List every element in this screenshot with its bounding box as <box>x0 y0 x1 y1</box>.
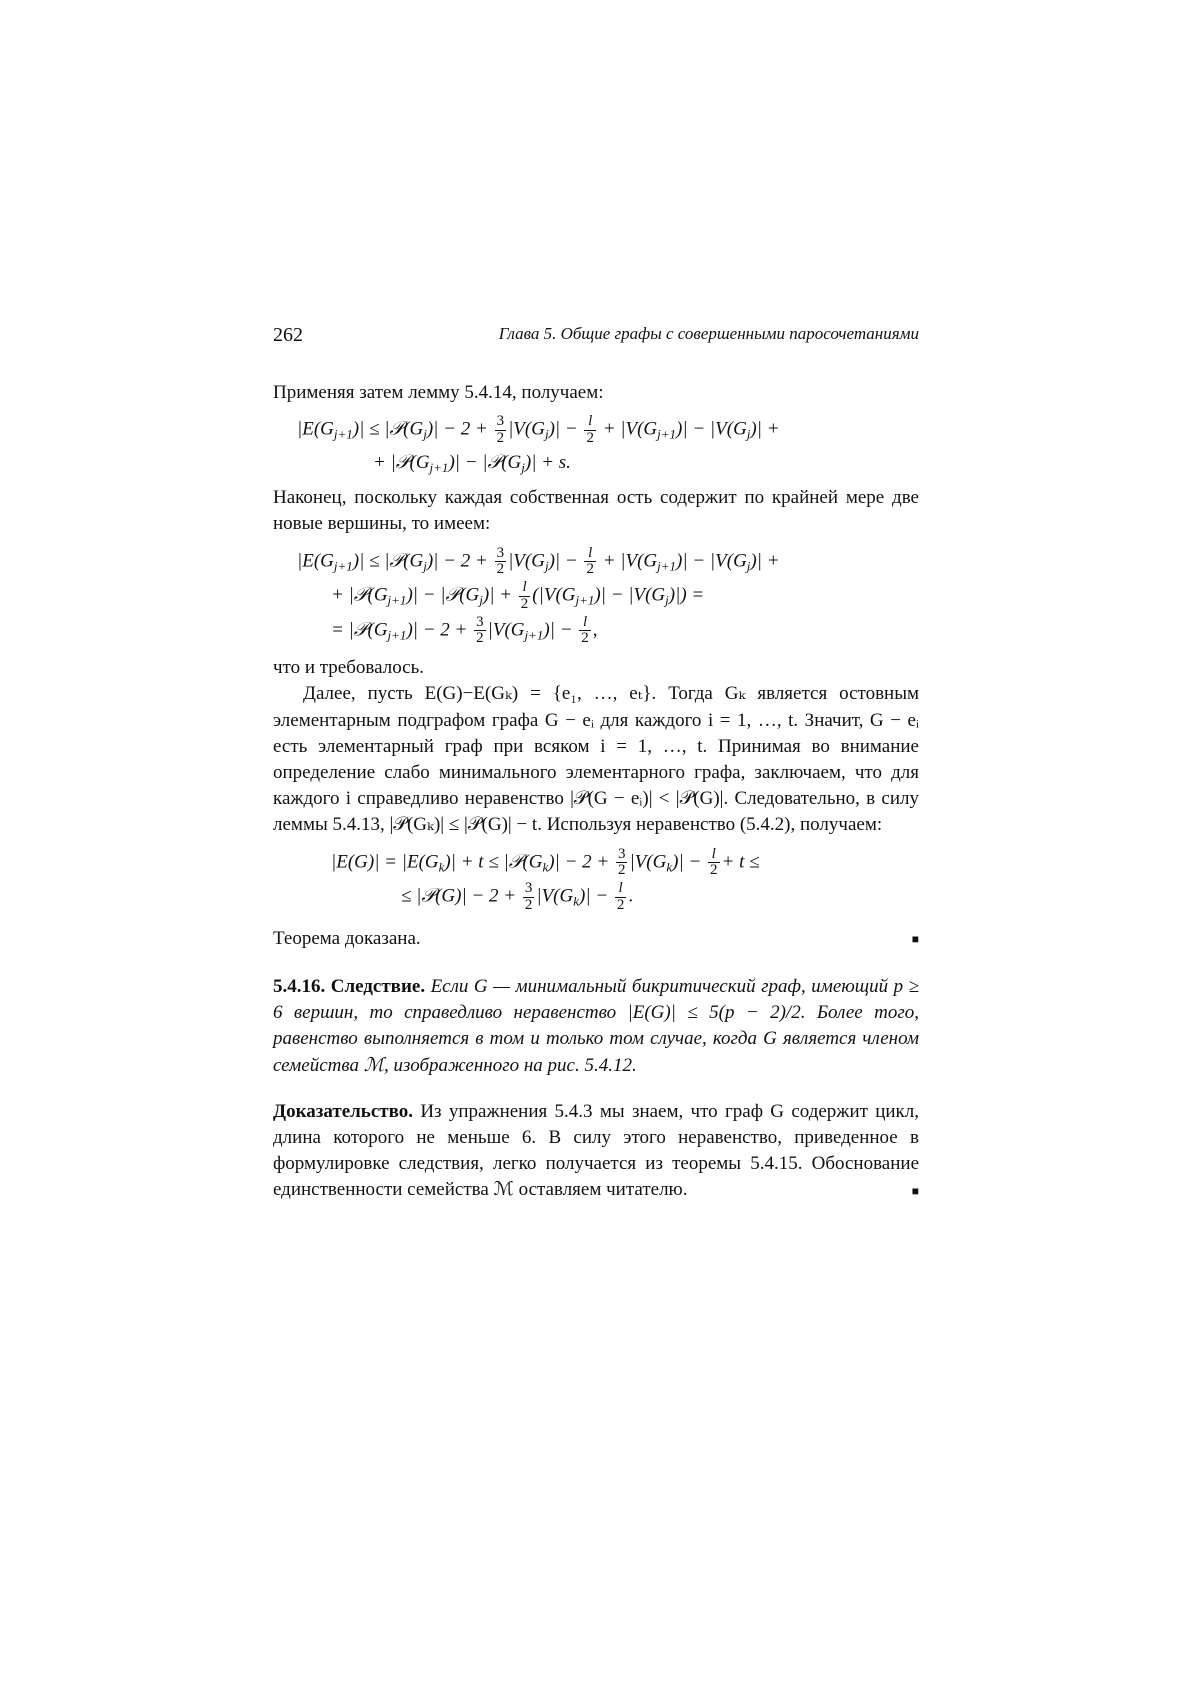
running-header <box>273 322 919 348</box>
fraction: $\frac{l}{2}$ <box>586 413 594 446</box>
paragraph-1: Применяя затем лемму 5.4.14, получаем: <box>273 382 604 403</box>
corollary-5-4-16 <box>273 974 919 1079</box>
paragraph-3: что и требовалось. <box>273 657 425 679</box>
qed-square-icon: ■ <box>911 931 919 946</box>
theorem-proved-text: Теорема доказана. <box>273 927 421 949</box>
qed-square-icon: ■ <box>911 1184 919 1199</box>
fraction: $\frac{l}{2}$ <box>586 544 594 578</box>
fraction: $\frac{l}{2}$ <box>616 880 625 913</box>
fraction: $\frac{3}{2}$ <box>524 880 533 913</box>
equation-2-line-2: + $|𝒫(G_{j+1})|$ − $|𝒫(G_j)|$ + $\frac{l}{2}$ $(|V(G_{j+1})| - |V(G_j)|)$ = <box>331 579 705 612</box>
fraction: $\frac{l}{2}$ <box>710 845 718 879</box>
corollary-title: 5.4.16. Следствие. <box>273 975 426 997</box>
equation-2 <box>273 546 919 648</box>
fraction: $\frac{3}{2}$ <box>476 613 484 647</box>
fraction: $\frac{3}{2}$ <box>617 845 626 879</box>
equation-1-line-2: + $|𝒫(G_{j+1})|$ − $|𝒫(G_j)| + s$. <box>373 451 571 475</box>
paragraph-4: Далее, пусть E(G)−E(Gₖ) = {e₁, …, eₜ}. Тогда Gₖ является остовным элементарным подграфом графа G − eᵢ для каждого i = 1, …, t. Значит, G − eᵢ есть элементарный граф при всяком i = 1, …, t. Принимая во внимание определение слабо минимального элементарного графа, заключаем, что для каждого i справедливо неравенство |𝒫(G − eᵢ)| < |𝒫(G)|. Следовательно, в силу леммы 5.4.13, |𝒫(Gₖ)| ≤ |𝒫(G)| − t. Используя неравенство (5.4.2), получаем: <box>273 683 919 836</box>
equation-1 <box>273 414 919 477</box>
proof-block <box>273 1099 919 1204</box>
equation-3-line-2: ≤ |𝒫(G)| − 2 + $\frac{3}{2}$ $|V(G_k)|$ − $\frac{l}{2}$ . <box>401 880 634 913</box>
page-number: 262 <box>273 324 303 346</box>
proof-text: Из упражнения 5.4.3 мы знаем, что граф G содержит цикл, длина которого не меньше 6. В силу этого неравенство, приведенное в формулировке следствия, легко получается из теоремы 5.4.15. Обоснование единственности семейства ℳ оставляем читателю. <box>273 1100 920 1201</box>
equation-2-line-3: = $|𝒫(G_{j+1})| - 2$ + $\frac{3}{2}$ $|V(G_{j+1})|$ − $\frac{l}{2}$ , <box>331 613 598 647</box>
equation-3 <box>273 847 919 914</box>
fraction: $\frac{3}{2}$ <box>496 413 505 446</box>
theorem-end-line <box>273 926 919 952</box>
fraction: $\frac{l}{2}$ <box>581 613 589 647</box>
fraction: $\frac{3}{2}$ <box>496 544 505 578</box>
paragraph-2: Наконец, поскольку каждая собственная ость содержит по крайней мере две новые вершины, то имеем: <box>273 487 919 535</box>
fraction: $\frac{l}{2}$ <box>520 579 529 612</box>
equation-2-line-1: $|E(G_{j+1})|$ ≤ $|𝒫(G_j)| - 2$ + $\frac{3}{2}$ $|V(G_j)|$ − $\frac{l}{2}$ + $|V(G_{j+1})| - |V(G_j)|$ + <box>297 544 780 578</box>
equation-1-line-1: $|E(G_{j+1})|$ ≤ $|𝒫(G_j)| - 2$ + $\frac{3}{2}$ $|V(G_j)|$ − $\frac{l}{2}$ + $|V(G_{j+1})| - |V(G_j)|$ + <box>297 413 780 446</box>
equation-3-line-1: $|E(G)| = |E(G_k)| + t$ ≤ $|𝒫(G_k)| - 2$ + $\frac{3}{2}$ $|V(G_k)|$ − $\frac{l}{2}$ + t ≤ <box>331 845 760 879</box>
running-title: Глава 5. Общие графы с совершенными паросочетаниями <box>498 324 919 343</box>
page-content <box>273 380 919 1204</box>
corollary-statement: Если G — минимальный бикритический граф, имеющий p ≥ 6 вершин, то справедливо неравенство |E(G)| ≤ 5(p − 2)/2. Более того, равенство выполняется в том и только том случае, когда G является членом семейства ℳ, изображенного на рис. 5.4.12. <box>273 975 919 1076</box>
proof-title: Доказательство. <box>273 1100 413 1122</box>
